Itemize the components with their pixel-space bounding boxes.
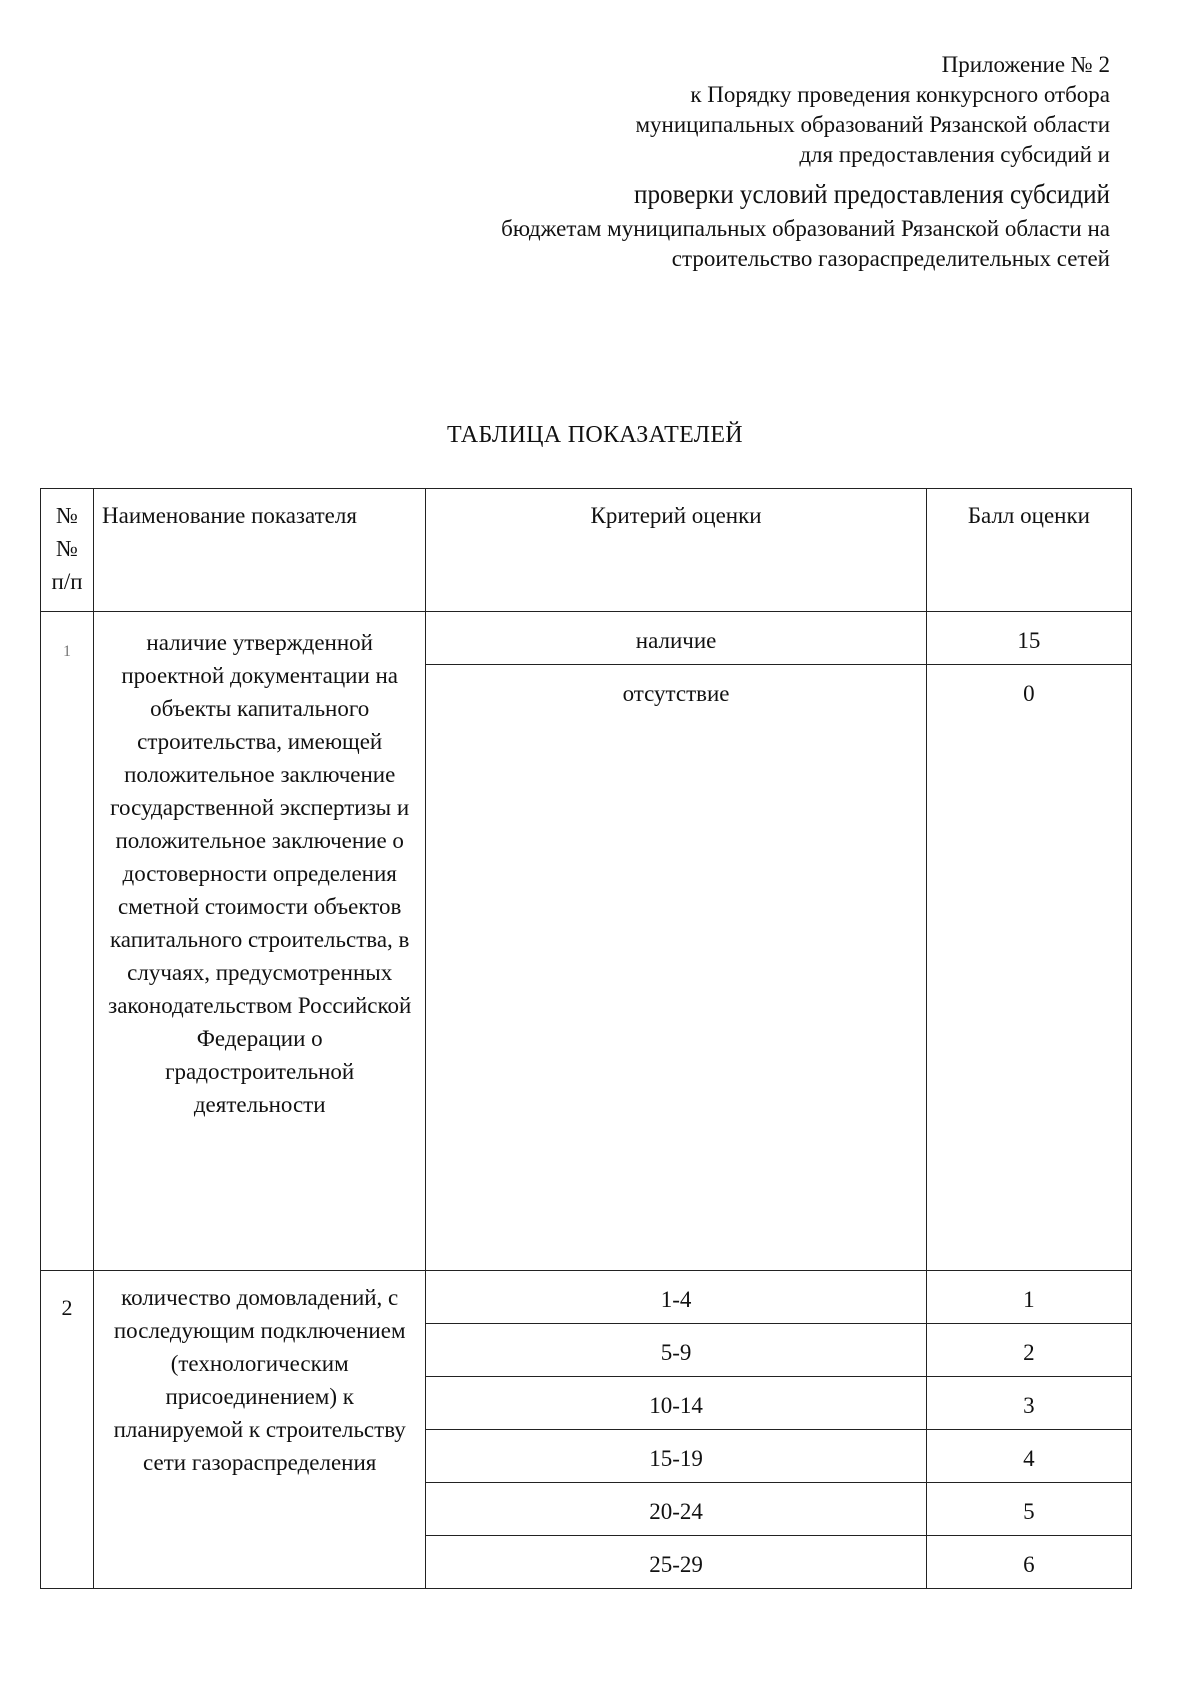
header-line: строительство газораспределительных сетей xyxy=(671,246,1110,271)
score-cell: 1 xyxy=(926,1271,1131,1324)
indicator-name: количество домовладений, с последующим подключением (технологическим присоединением) к планируемой к строительству сети газораспределения xyxy=(94,1271,426,1589)
table-title: ТАБЛИЦА ПОКАЗАТЕЛЕЙ xyxy=(447,422,743,448)
table-row xyxy=(41,612,1132,665)
column-header-criterion: Критерий оценки xyxy=(426,489,926,612)
criterion-cell: 20-24 xyxy=(426,1483,926,1536)
criterion-cell: 1-4 xyxy=(426,1271,926,1324)
row-number: 2 xyxy=(41,1271,94,1589)
criterion-cell: 25-29 xyxy=(426,1536,926,1589)
criterion-cell: наличие xyxy=(426,612,926,665)
row-number: 1 xyxy=(41,612,94,1271)
column-header-num: № № п/п xyxy=(41,489,94,612)
indicator-name: наличие утвержденной проектной документации на объекты капитального строительства, имеющей положительное заключение государственной экспертизы и положительное заключение о достоверности определения сметной стоимости объектов капитального строительства, в случаях, предусмотренных законодательством Российской Федерации о градостроительной деятельности xyxy=(94,612,426,1271)
header-line: к Порядку проведения конкурсного отбора xyxy=(690,82,1110,107)
score-cell: 0 xyxy=(926,665,1131,1271)
score-cell: 15 xyxy=(926,612,1131,665)
header-line: муниципальных образований Рязанской области xyxy=(635,112,1110,137)
header-line: бюджетам муниципальных образований Рязанской области на xyxy=(501,216,1110,241)
header-line: для предоставления субсидий и xyxy=(799,142,1110,167)
score-cell: 2 xyxy=(926,1324,1131,1377)
score-cell: 6 xyxy=(926,1536,1131,1589)
header-line: проверки условий предоставления субсидий xyxy=(634,179,1110,209)
table-header-row xyxy=(41,489,1132,612)
score-cell: 3 xyxy=(926,1377,1131,1430)
column-header-score: Балл оценки xyxy=(926,489,1131,612)
column-header-name: Наименование показателя xyxy=(94,489,426,612)
score-cell: 4 xyxy=(926,1430,1131,1483)
criterion-cell: 5-9 xyxy=(426,1324,926,1377)
indicators-table xyxy=(40,488,1132,1589)
header-line: Приложение № 2 xyxy=(941,52,1110,77)
criterion-cell: 10-14 xyxy=(426,1377,926,1430)
criterion-cell: отсутствие xyxy=(426,665,926,1271)
appendix-header xyxy=(210,50,1110,274)
criterion-cell: 15-19 xyxy=(426,1430,926,1483)
score-cell: 5 xyxy=(926,1483,1131,1536)
table-row xyxy=(41,1271,1132,1324)
